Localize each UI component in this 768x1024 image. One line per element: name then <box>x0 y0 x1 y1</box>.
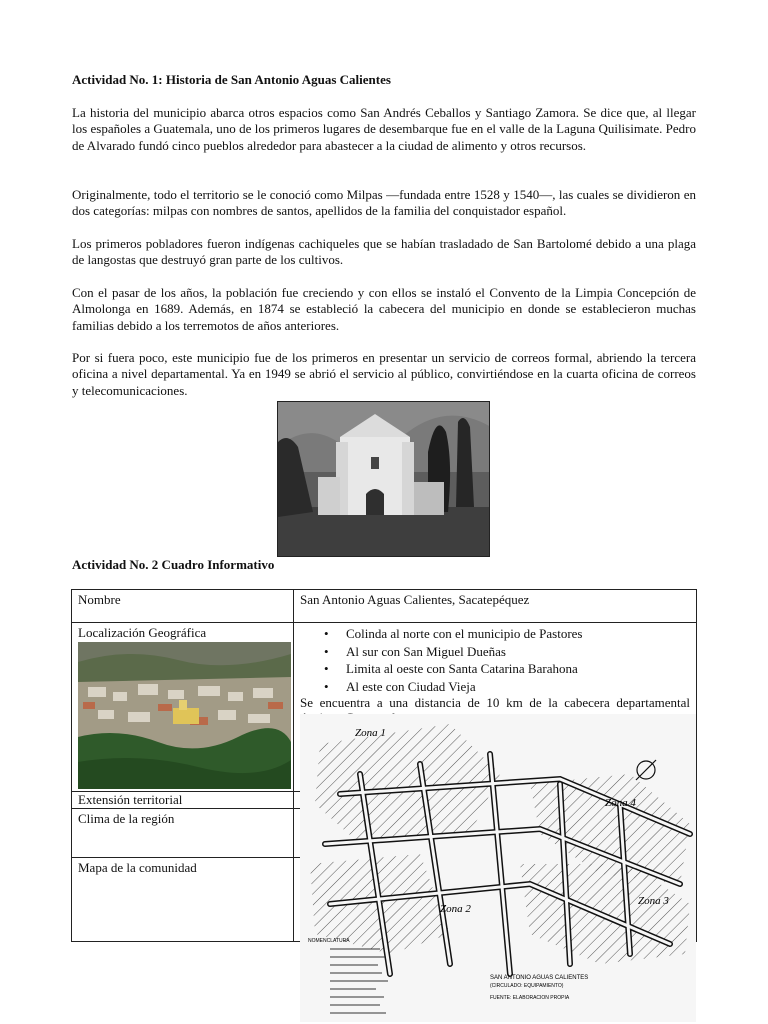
town-aerial-photo <box>78 642 291 789</box>
map-source: FUENTE: ELABORACION PROPIA <box>490 995 570 1001</box>
paragraph-pobladores: Los primeros pobladores fueron indígenas cachiqueles que se habían trasladado de San Bartolomé debido a una plaga de langostas que destruyó gran parte de los cultivos. <box>72 236 696 268</box>
town-aerial-drawing <box>78 642 291 789</box>
mapa-label: Mapa de la comunidad <box>72 858 294 942</box>
church-photo <box>277 401 490 557</box>
table-row <box>72 590 697 623</box>
paragraph-historia: La historia del municipio abarca otros espacios como San Andrés Ceballos y Santiago Zamora. Se dice que, al llegar los españoles a Guatemala, uno de los primeros lugares de desembarque fue en el valle de la Laguna Quilisimate. Pedro de Alvarado fundó cinco pueblos alrededor para abastecer a la ciudad de alimento y otros recursos. <box>72 105 696 153</box>
map-zone-label: Zona 3 <box>638 895 669 907</box>
actividad-1-title: Actividad No. 1: Historia de San Antonio Aguas Calientes <box>72 72 391 87</box>
community-map-drawing <box>300 714 696 1022</box>
list-item: • Al este con Ciudad Vieja <box>346 678 690 696</box>
map-legend-heading: NOMENCLATURA <box>308 938 350 944</box>
nombre-label: Nombre <box>72 590 294 623</box>
colindancias-list <box>300 625 690 695</box>
nombre-value: San Antonio Aguas Calientes, Sacatepéquez <box>294 590 697 623</box>
community-map <box>300 714 696 1022</box>
clima-label: Clima de la región <box>72 809 294 858</box>
church-photo-drawing <box>278 402 490 557</box>
paragraph-correos: Por si fuera poco, este municipio fue de los primeros en presentar un servicio de correos formal, abriendo la tercera oficina a nivel departamental. Ya en 1949 se abrió el servicio al público, convirtiéndose en la cuarta oficina de correos y telecomunicaciones. <box>72 350 696 398</box>
extension-label: Extensión territorial <box>72 792 294 809</box>
map-zone-label: Zona 4 <box>605 797 636 809</box>
localizacion-label: Localización Geográfica <box>72 623 294 792</box>
paragraph-milpas: Originalmente, todo el territorio se le conoció como Milpas —fundada entre 1528 y 1540—, las cuales se dividieron en dos categorías: milpas con nombres de santos, apellidos de la familia del conquistador español. <box>72 187 696 219</box>
map-title: SAN ANTONIO AGUAS CALIENTES <box>490 975 589 981</box>
map-subtitle: (CIRCULADO: EQUIPAMIENTO) <box>490 983 564 989</box>
list-item: • Limita al oeste con Santa Catarina Barahona <box>346 660 690 678</box>
distancia-text: Se encuentra a una distancia de 10 km de la cabecera departamental <box>300 695 690 710</box>
list-item: • Al sur con San Miguel Dueñas <box>346 643 690 661</box>
actividad-2-title: Actividad No. 2 Cuadro Informativo <box>72 557 275 572</box>
map-zone-label: Zona 1 <box>355 727 386 739</box>
paragraph-convento: Con el pasar de los años, la población fue creciendo y con ellos se instaló el Convento de la Limpia Concepción de Almolonga en 1689. Además, en 1874 se estableció la cabecera del municipio en donde se establecieron muchas familias debido a los terremotos de años anteriores. <box>72 285 696 333</box>
map-zone-label: Zona 2 <box>440 903 471 915</box>
list-item: • Colinda al norte con el municipio de Pastores <box>346 625 690 643</box>
